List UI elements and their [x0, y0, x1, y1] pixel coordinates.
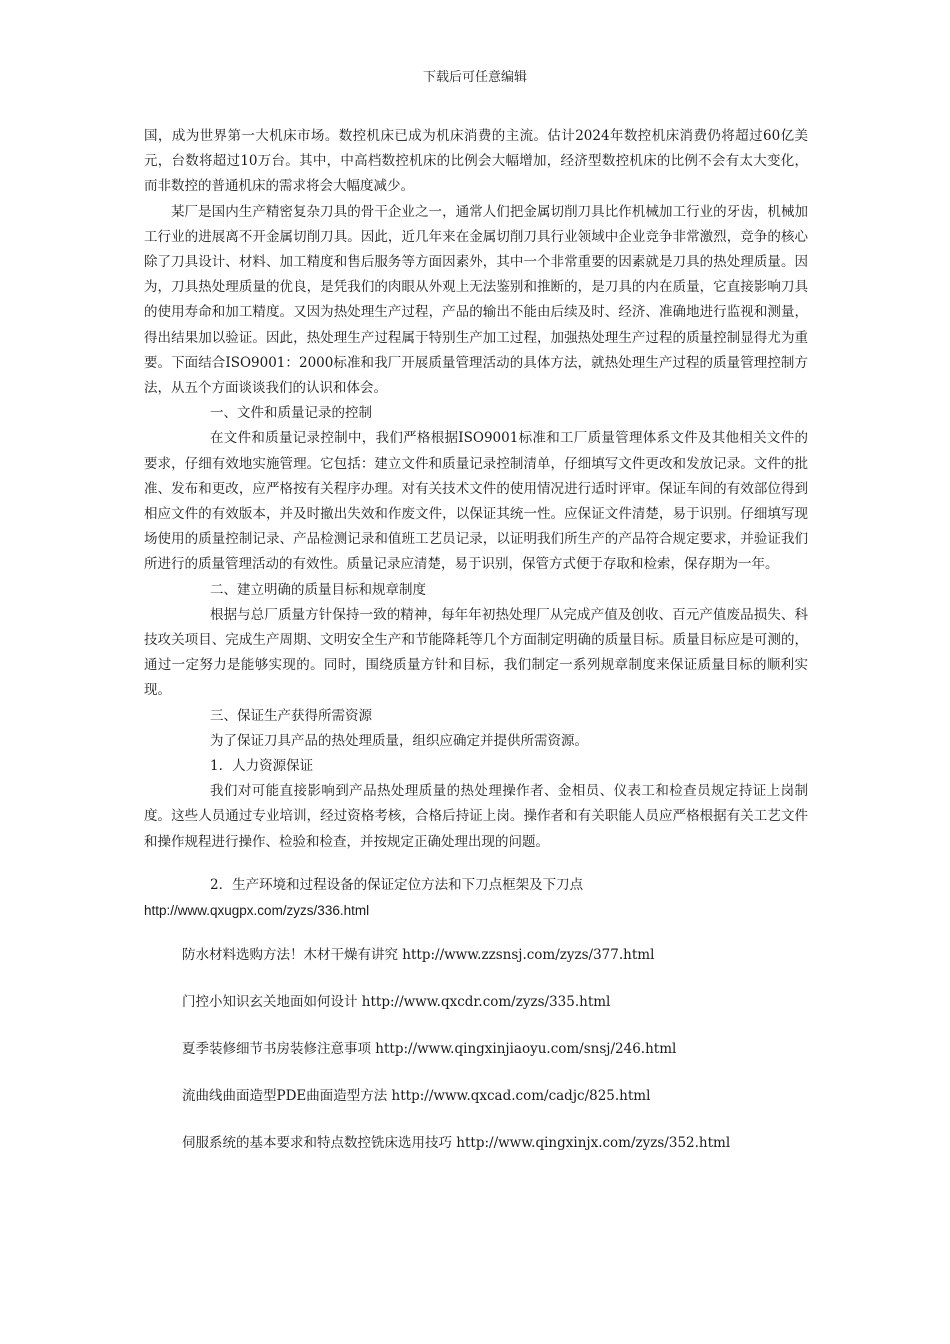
reference-url-link[interactable]: http://www.qxugpx.com/zyzs/336.html — [144, 903, 370, 919]
related-link-2[interactable]: 门控小知识玄关地面如何设计 http://www.qxcdr.com/zyzs/335.html — [182, 994, 611, 1011]
related-link-3[interactable]: 夏季装修细节书房装修注意事项 http://www.qingxinjiaoyu.com/snsj/246.html — [182, 1041, 677, 1058]
document-body — [144, 124, 808, 1178]
spacer — [144, 855, 808, 873]
paragraph-document-control: 在文件和质量记录控制中，我们严格根据ISO9001标准和工厂质量管理体系文件及其他相关文件的要求，仔细有效地实施管理。它包括：建立文件和质量记录控制清单，仔细填写文件更改和发放记录。文件的批准、发布和更改，应严格按有关程序办理。对有关技术文件的使用情况进行适时评审。保证车间的有效部位得到相应文件的有效版本，并及时撤出失效和作废文件，以保证其统一性。应保证文件清楚，易于识别。仔细填写现场使用的质量控制记录、产品检测记录和值班工艺员记录，以证明我们所生产的产品符合规定要求，并验证我们所进行的质量管理活动的有效性。质量记录应清楚，易于识别，保管方式便于存取和检索，保存期为一年。 — [144, 430, 808, 573]
paragraph-human-resources: 我们对可能直接影响到产品热处理质量的热处理操作者、金相员、仪表工和检查员规定持证上岗制度。这些人员通过专业培训，经过资格考核，合格后持证上岗。操作者和有关职能人员应严格根据有关工艺文件和操作规程进行操作、检验和检查，并按规定正确处理出现的问题。 — [144, 783, 808, 850]
related-links — [144, 943, 808, 1156]
paragraph-resources: 为了保证刀具产品的热处理质量，组织应确定并提供所需资源。 — [210, 732, 588, 749]
subheading-environment: 2．生产环境和过程设备的保证定位方法和下刀点框架及下刀点 — [210, 876, 584, 893]
related-link-1[interactable]: 防水材料选购方法！木材干燥有讲究 http://www.zzsnsj.com/zyzs/377.html — [182, 947, 655, 964]
reference-url[interactable] — [144, 898, 808, 923]
paragraph-intro: 国，成为世界第一大机床市场。数控机床已成为机床消费的主流。估计2024年数控机床消费仍将超过60亿美元，台数将超过10万台。其中，中高档数控机床的比例会大幅增加，经济型数控机床的比例不会有太大变化，而非数控的普通机床的需求将会大幅度减少。 — [144, 128, 808, 195]
related-link-5[interactable]: 伺服系统的基本要求和特点数控铣床选用技巧 http://www.qingxinjx.com/zyzs/352.html — [182, 1135, 731, 1152]
related-link-4[interactable]: 流曲线曲面造型PDE曲面造型方法 http://www.qxcad.com/cadjc/825.html — [182, 1088, 651, 1105]
section-heading-1: 一、文件和质量记录的控制 — [210, 405, 372, 422]
paragraph-company: 某厂是国内生产精密复杂刀具的骨干企业之一，通常人们把金属切削刀具比作机械加工行业的牙齿，机械加工行业的进展离不开金属切削刀具。因此，近几年来在金属切削刀具行业领域中企业竞争非常激烈，竞争的核心除了刀具设计、材料、加工精度和售后服务等方面因素外，其中一个非常重要的因素就是刀具的热处理质量。因为，刀具热处理质量的优良，是凭我们的肉眼从外观上无法鉴别和推断的，是刀具的内在质量，它直接影响刀具的使用寿命和加工精度。又因为热处理生产过程，产品的输出不能由后续及时、经济、准确地进行监视和测量，得出结果加以验证。因此，热处理生产过程属于特别生产加工过程，加强热处理生产过程的质量控制显得尤为重要。下面结合ISO9001：2000标准和我厂开展质量管理活动的具体方法，就热处理生产过程的质量管理控制方法，从五个方面谈谈我们的认识和体会。 — [144, 203, 808, 397]
paragraph-quality-goals: 根据与总厂质量方针保持一致的精神，每年年初热处理厂从完成产值及创收、百元产值废品损失、科技攻关项目、完成生产周期、文明安全生产和节能降耗等几个方面制定明确的质量目标。质量目标应是可测的，通过一定努力是能够实现的。同时，围绕质量方针和目标，我们制定一系列规章制度来保证质量目标的顺利实现。 — [144, 606, 808, 699]
subheading-human-resources: 1．人力资源保证 — [210, 758, 314, 775]
section-heading-2: 二、建立明确的质量目标和规章制度 — [210, 581, 426, 598]
page-header: 下载后可任意编辑 — [422, 70, 527, 85]
section-heading-3: 三、保证生产获得所需资源 — [210, 707, 372, 724]
